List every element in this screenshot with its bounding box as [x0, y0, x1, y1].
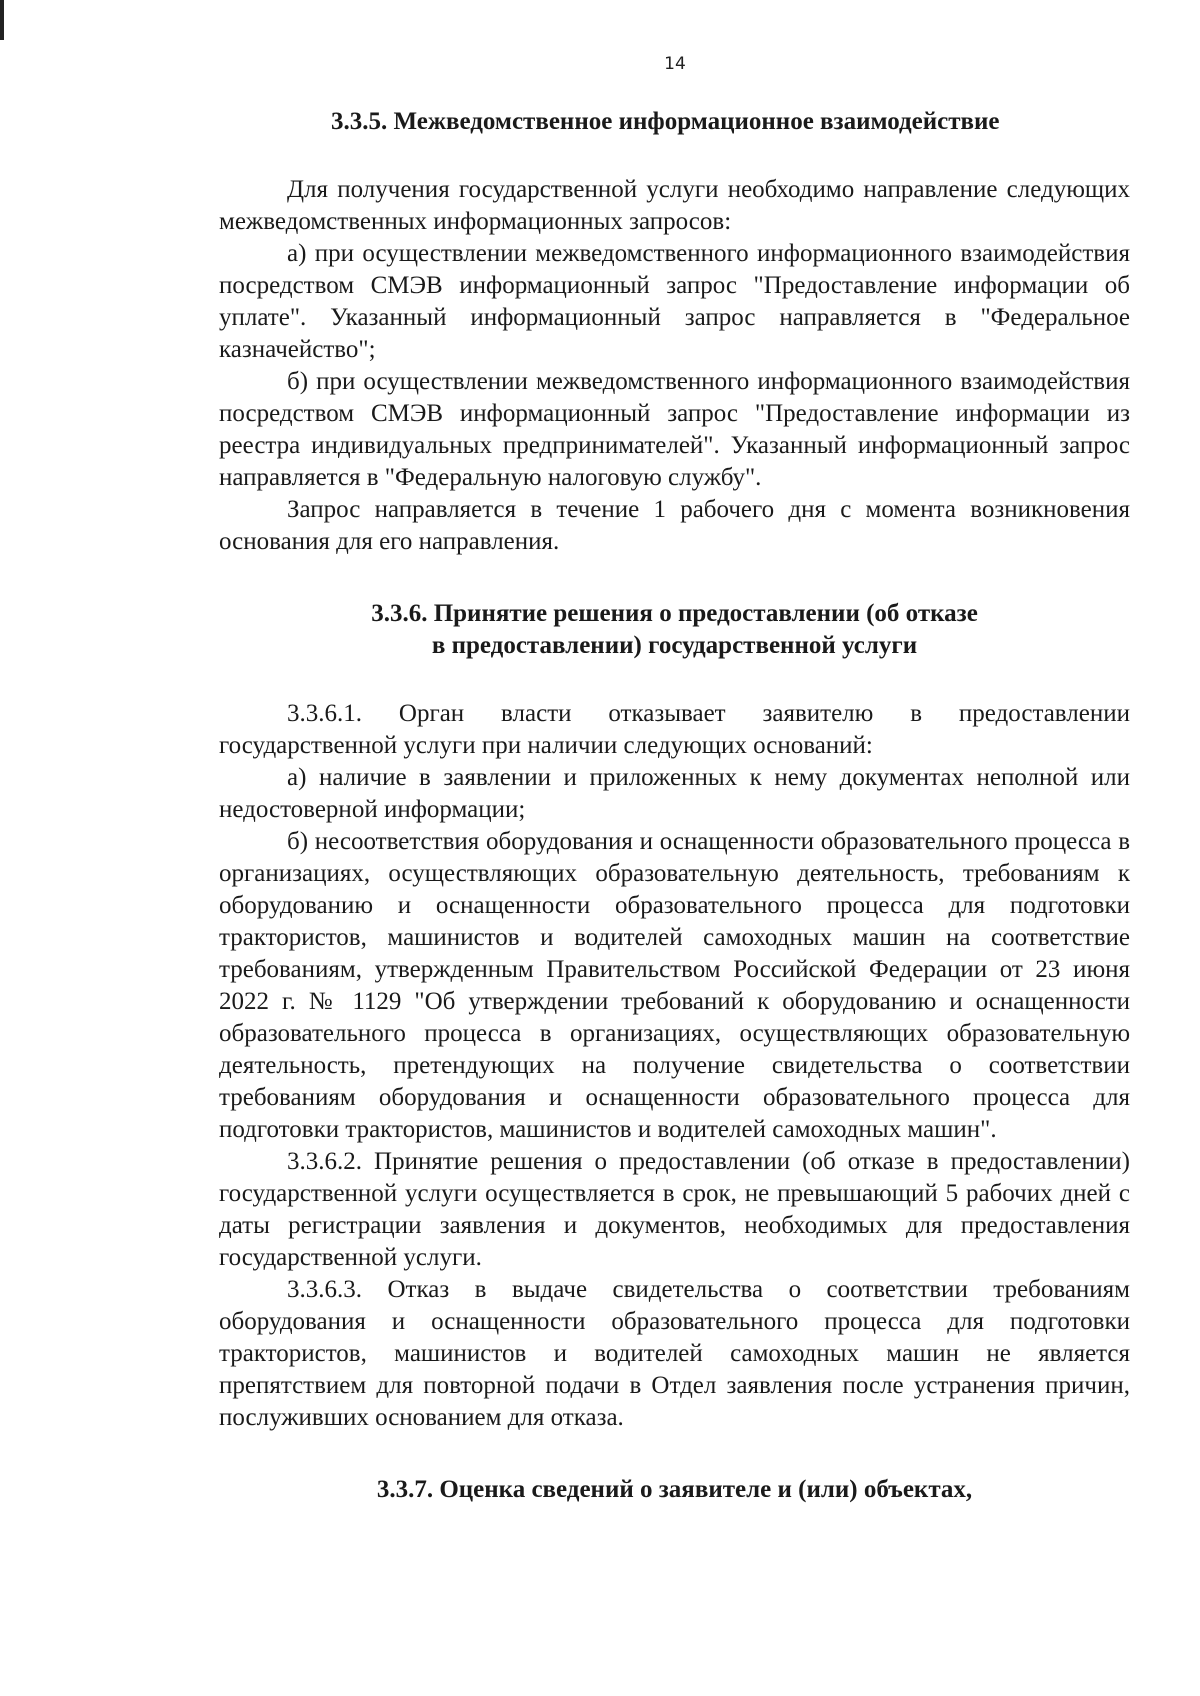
page-number: 14: [664, 54, 686, 74]
paragraph-3-3-6-1: 3.3.6.1. Орган власти отказывает заявителю в предоставлении государственной услуги при наличии следующих оснований:: [219, 700, 1130, 759]
list-item-b: б) при осуществлении межведомственного информационного взаимодействия посредством СМЭВ информационный запрос "Предоставление информации из реестра индивидуальных предпринимателей". Указанный информационный запрос направляется в "Федеральную налоговую службу".: [219, 368, 1130, 491]
section-heading-3-3-6-line1: 3.3.6. Принятие решения о предоставлении (об отказе: [371, 600, 978, 627]
section-heading-3-3-5: 3.3.5. Межведомственное информационное взаимодействие: [331, 108, 1000, 135]
paragraph-3-3-6-3: 3.3.6.3. Отказ в выдаче свидетельства о соответствии требованиям оборудования и оснащенности образовательного процесса для подготовки трактористов, машинистов и водителей самоходных машин не является препятствием для повторной подачи в Отдел заявления после устранения причин, послуживших основанием для отказа.: [219, 1276, 1130, 1431]
document-body: [219, 106, 1130, 1506]
scan-edge-mark: [0, 0, 4, 40]
paragraph: Запрос направляется в течение 1 рабочего дня с момента возникновения основания для его направления.: [219, 496, 1130, 555]
paragraph-3-3-6-2: 3.3.6.2. Принятие решения о предоставлении (об отказе в предоставлении) государственной услуги осуществляется в срок, не превышающий 5 рабочих дней с даты регистрации заявления и документов, необходимых для предоставления государственной услуги.: [219, 1148, 1130, 1271]
list-item-b: б) несоответствия оборудования и оснащенности образовательного процесса в организациях, осуществляющих образовательную деятельность, требованиям к оборудованию и оснащенности образовательного процесса для подготовки трактористов, машинистов и водителей самоходных машин на соответствие требованиям, утвержденным Правительством Российской Федерации от 23 июня 2022 г. № 1129 "Об утверждении требований к оборудованию и оснащенности образовательного процесса в организациях, осуществляющих образовательную деятельность, претендующих на получение свидетельства о соответствии требованиям оборудования и оснащенности образовательного процесса для подготовки трактористов, машинистов и водителей самоходных машин".: [219, 828, 1130, 1143]
paragraph: Для получения государственной услуги необходимо направление следующих межведомственных информационных запросов:: [219, 176, 1130, 235]
list-item-a: а) при осуществлении межведомственного информационного взаимодействия посредством СМЭВ информационный запрос "Предоставление информации об уплате". Указанный информационный запрос направляется в "Федеральное казначейство";: [219, 240, 1130, 363]
list-item-a: а) наличие в заявлении и приложенных к нему документах неполной или недостоверной информации;: [219, 764, 1130, 823]
section-heading-3-3-7: 3.3.7. Оценка сведений о заявителе и (или) объектах,: [376, 1476, 973, 1503]
section-heading-3-3-6-line2: в предоставлении) государственной услуги: [431, 632, 918, 659]
